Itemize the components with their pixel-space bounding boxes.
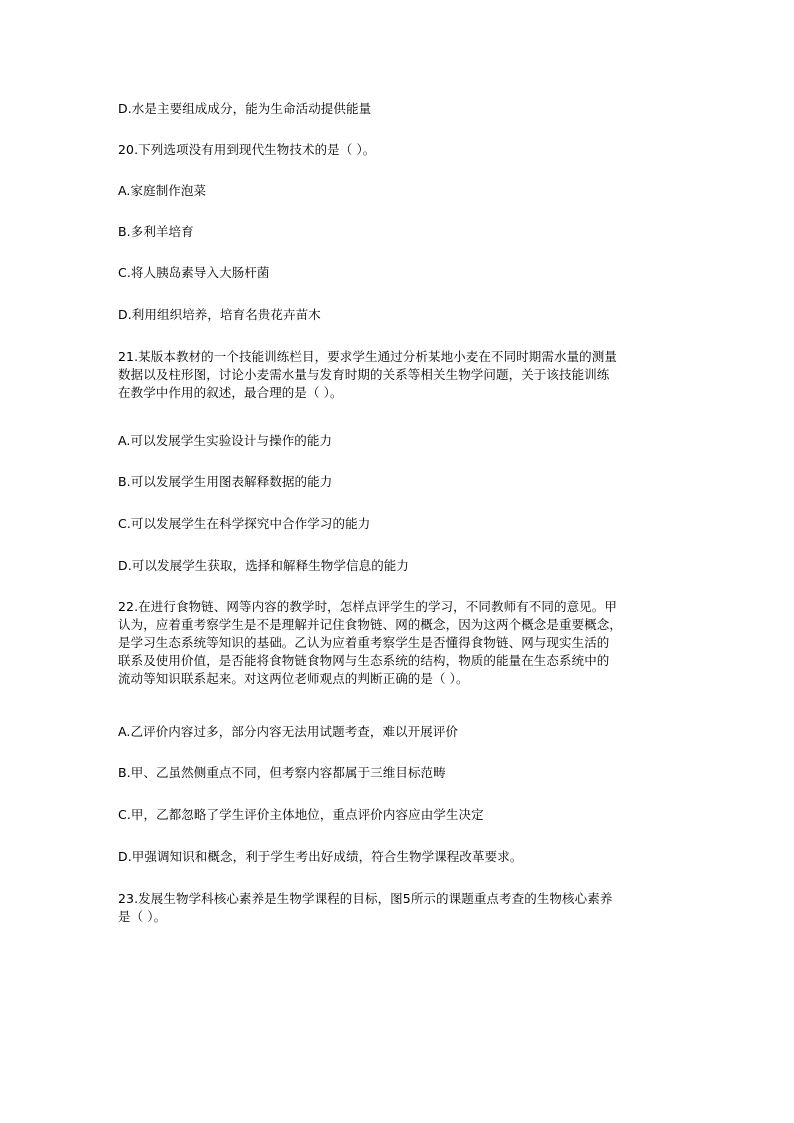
q21-option-d: D.可以发展学生获取，选择和解释生物学信息的能力 — [118, 558, 409, 573]
q23-stem-line-1: 23.发展生物学科核心素养是生物学课程的目标，图5所示的课题重点考查的生物核心素养 — [118, 891, 613, 906]
q23-stem-line-2: 是（ ）。 — [118, 909, 167, 924]
q20-option-b: B.多利羊培育 — [118, 224, 194, 239]
q20-option-d: D.利用组织培养，培育名贵花卉苗木 — [118, 307, 321, 322]
q21-stem-line-3: 在教学中作用的叙述，最合理的是（ ）。 — [118, 385, 343, 400]
q20-option-a: A.家庭制作泡菜 — [118, 183, 207, 198]
q21-option-c: C.可以发展学生在科学探究中合作学习的能力 — [118, 516, 371, 531]
q22-option-c: C.甲，乙都忽略了学生评价主体地位，重点评价内容应由学生决定 — [118, 807, 484, 822]
q20-stem: 20.下列选项没有用到现代生物技术的是（ ）。 — [118, 142, 376, 157]
q22-option-a: A.乙评价内容过多，部分内容无法用试题考查，难以开展评价 — [118, 724, 459, 739]
q21-stem-line-2: 数据以及柱形图，讨论小麦需水量与发育时期的关系等相关生物学问题，关于该技能训练 — [118, 367, 610, 382]
q22-option-b: B.甲、乙虽然侧重点不同，但考察内容都属于三维目标范畴 — [118, 765, 446, 780]
q22-option-d: D.甲强调知识和概念，利于学生考出好成绩，符合生物学课程改革要求。 — [118, 849, 523, 864]
q19-option-d: D.水是主要组成成分，能为生命活动提供能量 — [118, 101, 372, 116]
q22-stem-line-4: 联系及使用价值，是否能将食物链食物网与生态系统的结构，物质的能量在生态系统中的 — [118, 653, 610, 668]
q22-stem-line-2: 认为，应着重考察学生是不是理解并记住食物链、网的概念，因为这两个概念是重要概念， — [118, 617, 623, 632]
q22-stem-line-1: 22.在进行食物链、网等内容的教学时，怎样点评学生的学习，不同教师有不同的意见。甲 — [118, 599, 617, 614]
q22-stem-line-5: 流动等知识联系起来。对这两位老师观点的判断正确的是（ ）。 — [118, 671, 469, 686]
q20-option-c: C.将人胰岛素导入大肠杆菌 — [118, 265, 270, 280]
q21-stem-line-1: 21.某版本教材的一个技能训练栏目，要求学生通过分析某地小麦在不同时期需水量的测量 — [118, 349, 617, 364]
q21-option-b: B.可以发展学生用图表解释数据的能力 — [118, 474, 333, 489]
q22-stem-line-3: 是学习生态系统等知识的基础。乙认为应着重考察学生是否懂得食物链、网与现实生活的 — [118, 635, 610, 650]
q21-option-a: A.可以发展学生实验设计与操作的能力 — [118, 433, 333, 448]
